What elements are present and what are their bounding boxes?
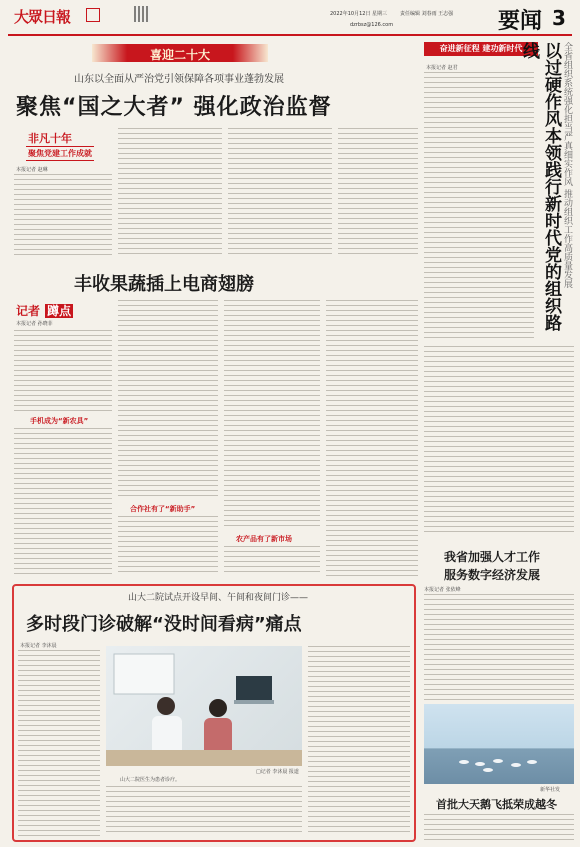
clinic-photo-caption: 山大二院医生为患者诊疗。: [120, 777, 181, 783]
editor-line: 责任编辑 刘春雨 王志强: [400, 11, 454, 17]
market-body-col-4: [326, 300, 418, 576]
swan-title: 首批大天鹅飞抵荣成越冬: [436, 798, 557, 811]
masthead: [0, 0, 580, 38]
issue-date: 2022年10月12日 星期三: [330, 11, 388, 17]
market-tag: [16, 300, 73, 319]
right-column-body-2: [424, 346, 574, 536]
sidebar-title-1: 非凡十年: [28, 132, 72, 145]
doctor-patient-photo-icon: [106, 646, 302, 766]
talent-body: [424, 594, 574, 700]
lead-byline: 本报记者 赵琳: [16, 167, 48, 173]
email-line: dzrbsz@126.com: [350, 22, 394, 28]
market-sub-2: 合作社有了“新助手”: [130, 505, 196, 513]
qr-code-icon: [134, 6, 150, 22]
market-body-col-2b: [118, 516, 218, 576]
page-number: 3: [552, 6, 566, 30]
right-column-body-1: [424, 72, 534, 340]
market-body-col-1a: [14, 330, 112, 414]
section-name: 要闻: [498, 8, 543, 34]
market-title: 丰收果蔬插上电商翅膀: [74, 274, 254, 295]
lead-body-col-3: [228, 128, 332, 256]
clinic-kicker: 山大二院试点开设早间、午间和夜间门诊——: [128, 593, 309, 603]
clinic-body-col-1: [18, 650, 100, 836]
lead-body-col-2: [118, 128, 222, 256]
market-byline: 本报记者 孙晓菲: [16, 321, 53, 327]
lead-kicker: 山东以全面从严治党引领保障各项事业蓬勃发展: [74, 74, 284, 85]
clinic-title: 多时段门诊破解“没时间看病”痛点: [26, 614, 302, 635]
right-column-byline: 本报记者 赵君: [426, 65, 458, 71]
right-column-title: 以过硬作风本领践行新时代党的组织路线: [519, 42, 561, 331]
lead-title: 聚焦“国之大者” 强化政治监督: [16, 95, 332, 120]
banner-text: 喜迎二十大: [149, 48, 210, 62]
market-tag-1: 记者: [16, 304, 41, 318]
market-body-col-3b: [224, 546, 320, 576]
lead-body-col-4: [338, 128, 418, 256]
right-column-tag: 奋进新征程 建功新时代: [424, 42, 538, 56]
swan-flock-icon: [424, 704, 574, 784]
lead-sidebar-box: [14, 128, 112, 164]
talent-title-2: 服务数字经济发展: [444, 568, 541, 582]
market-body-col-1b: [14, 428, 112, 576]
talent-title-1: 我省加强人才工作: [444, 550, 541, 564]
market-body-col-2a: [118, 300, 218, 500]
swan-photo: [424, 704, 574, 784]
right-column-subtitle: 全省组织系统强化担当严真细实作风 推动组织工作高质量发展: [562, 42, 572, 288]
clinic-photo: [106, 646, 302, 766]
masthead-rule: [8, 34, 572, 36]
market-body-col-3a: [224, 300, 320, 530]
talent-byline: 本报记者 张依峰: [424, 587, 461, 593]
clinic-body-col-3: [308, 646, 410, 836]
newspaper-logo: 大眾日報: [14, 8, 71, 26]
clinic-byline: 本报记者 李沐晨: [20, 643, 57, 649]
swan-caption: 新华社发: [540, 787, 561, 793]
sidebar-title-2: 聚焦党建工作成就: [26, 146, 94, 161]
lead-body-col-1: [14, 174, 112, 256]
market-sub-3: 农产品有了新市场: [236, 535, 292, 543]
clinic-photo-credit: □记者 李沐晨 报道: [256, 769, 299, 775]
swan-body: [424, 814, 574, 842]
market-sub-1: 手机成为“新农具”: [30, 417, 89, 425]
market-tag-2: 蹲点: [47, 304, 72, 318]
logo-seal-icon: [86, 8, 100, 22]
clinic-body-col-2: [106, 786, 302, 836]
banner: [92, 44, 268, 62]
